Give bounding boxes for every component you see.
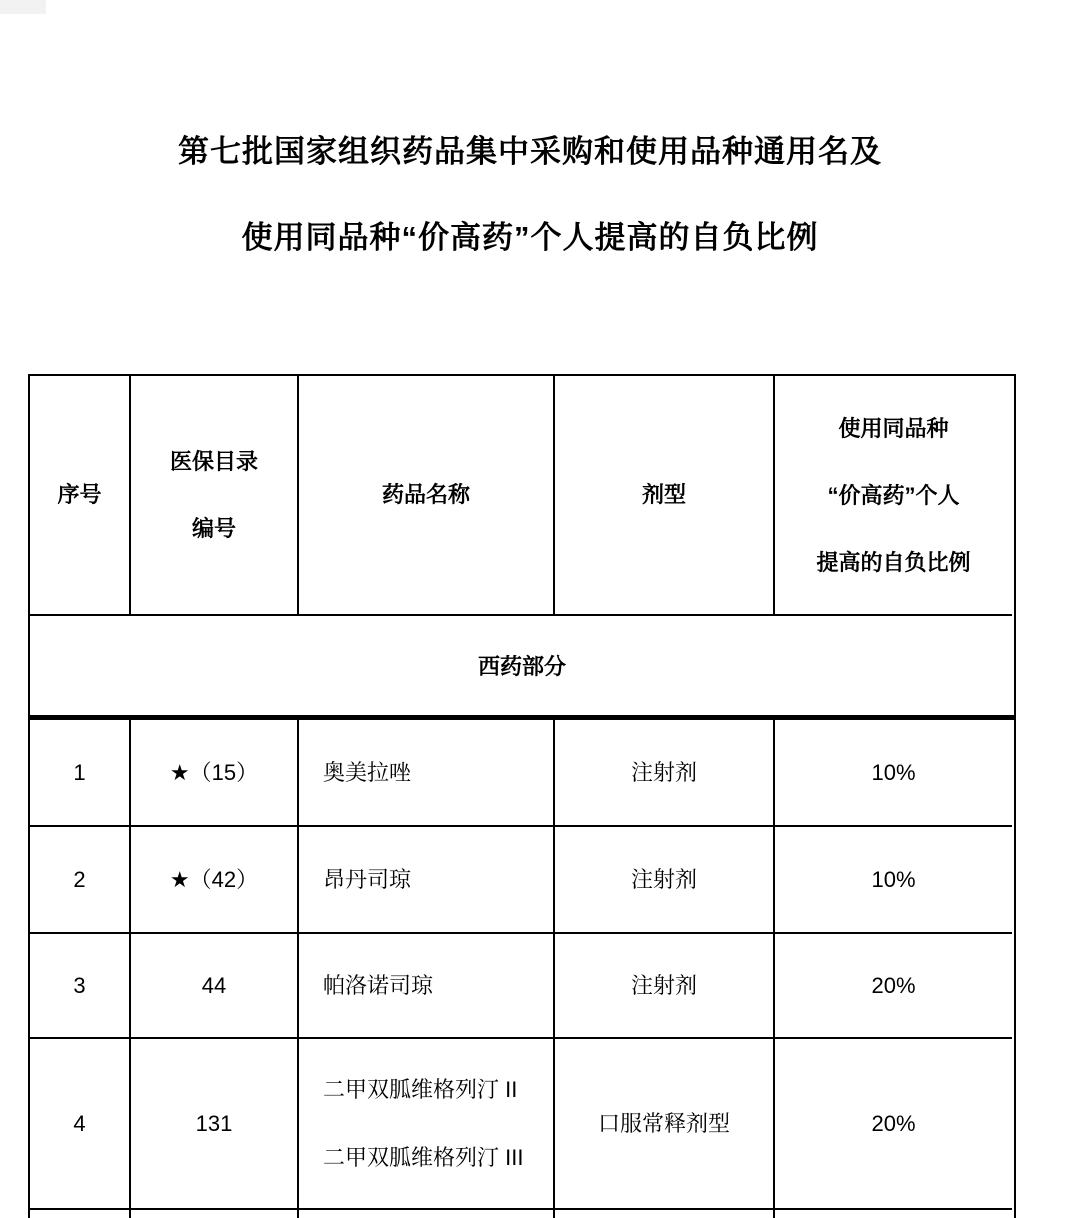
cell-dosage-form: 注射剂: [555, 934, 775, 1039]
cell-seq: 4: [30, 1039, 131, 1210]
header-ratio: [775, 376, 1012, 616]
cell-drug-name: 二甲双胍维格列汀 II 二甲双胍维格列汀 III: [299, 1039, 555, 1210]
table-header-row: [30, 376, 1014, 616]
cell-drug-name: 昂丹司琼: [299, 827, 555, 934]
cell-ratio: 20%: [775, 934, 1012, 1039]
page-top-artifact: [0, 0, 46, 14]
header-seq: 序号: [30, 376, 131, 616]
header-ratio-line-2: “价高药”个人: [827, 482, 960, 508]
header-catalog-code: [131, 376, 299, 616]
cell-dosage-form: 注射剂: [555, 720, 775, 827]
table-row: [30, 934, 1014, 1039]
cell-catalog-code: 44: [131, 934, 299, 1039]
cell-drug-name: 帕洛诺司琼: [299, 934, 555, 1039]
drug-ratio-table: [28, 374, 1016, 1218]
cell-seq: 2: [30, 827, 131, 934]
table-row-clipped: [30, 1210, 1014, 1218]
header-drug-name: 药品名称: [299, 376, 555, 616]
header-catalog-line-1: 医保目录: [169, 449, 258, 474]
section-row-western-medicine: 西药部分: [30, 616, 1014, 720]
table-row: [30, 720, 1014, 827]
cell-catalog-code: ★（15）: [131, 720, 299, 827]
cell-catalog-code: 131: [131, 1039, 299, 1210]
cell-drug-name: 奥美拉唑: [299, 720, 555, 827]
cell-seq: 3: [30, 934, 131, 1039]
table-row: [30, 827, 1014, 934]
header-dosage-form: 剂型: [555, 376, 775, 616]
cell-ratio: 10%: [775, 720, 1012, 827]
header-ratio-line-1: 使用同品种: [838, 415, 949, 441]
cell-ratio: 10%: [775, 827, 1012, 934]
cell-catalog-code: ★（42）: [131, 827, 299, 934]
document-title: [0, 109, 1060, 281]
cell-dosage-form: 注射剂: [555, 827, 775, 934]
title-line-2: 使用同品种“价高药”个人提高的自负比例: [241, 220, 819, 255]
cell-dosage-form: 口服常释剂型: [555, 1039, 775, 1210]
cell-seq: 1: [30, 720, 131, 827]
table-row: [30, 1039, 1014, 1210]
header-catalog-line-2: 编号: [191, 516, 236, 541]
header-ratio-line-3: 提高的自负比例: [816, 549, 971, 575]
title-line-1: 第七批国家组织药品集中采购和使用品种通用名及: [178, 134, 882, 169]
cell-ratio: 20%: [775, 1039, 1012, 1210]
